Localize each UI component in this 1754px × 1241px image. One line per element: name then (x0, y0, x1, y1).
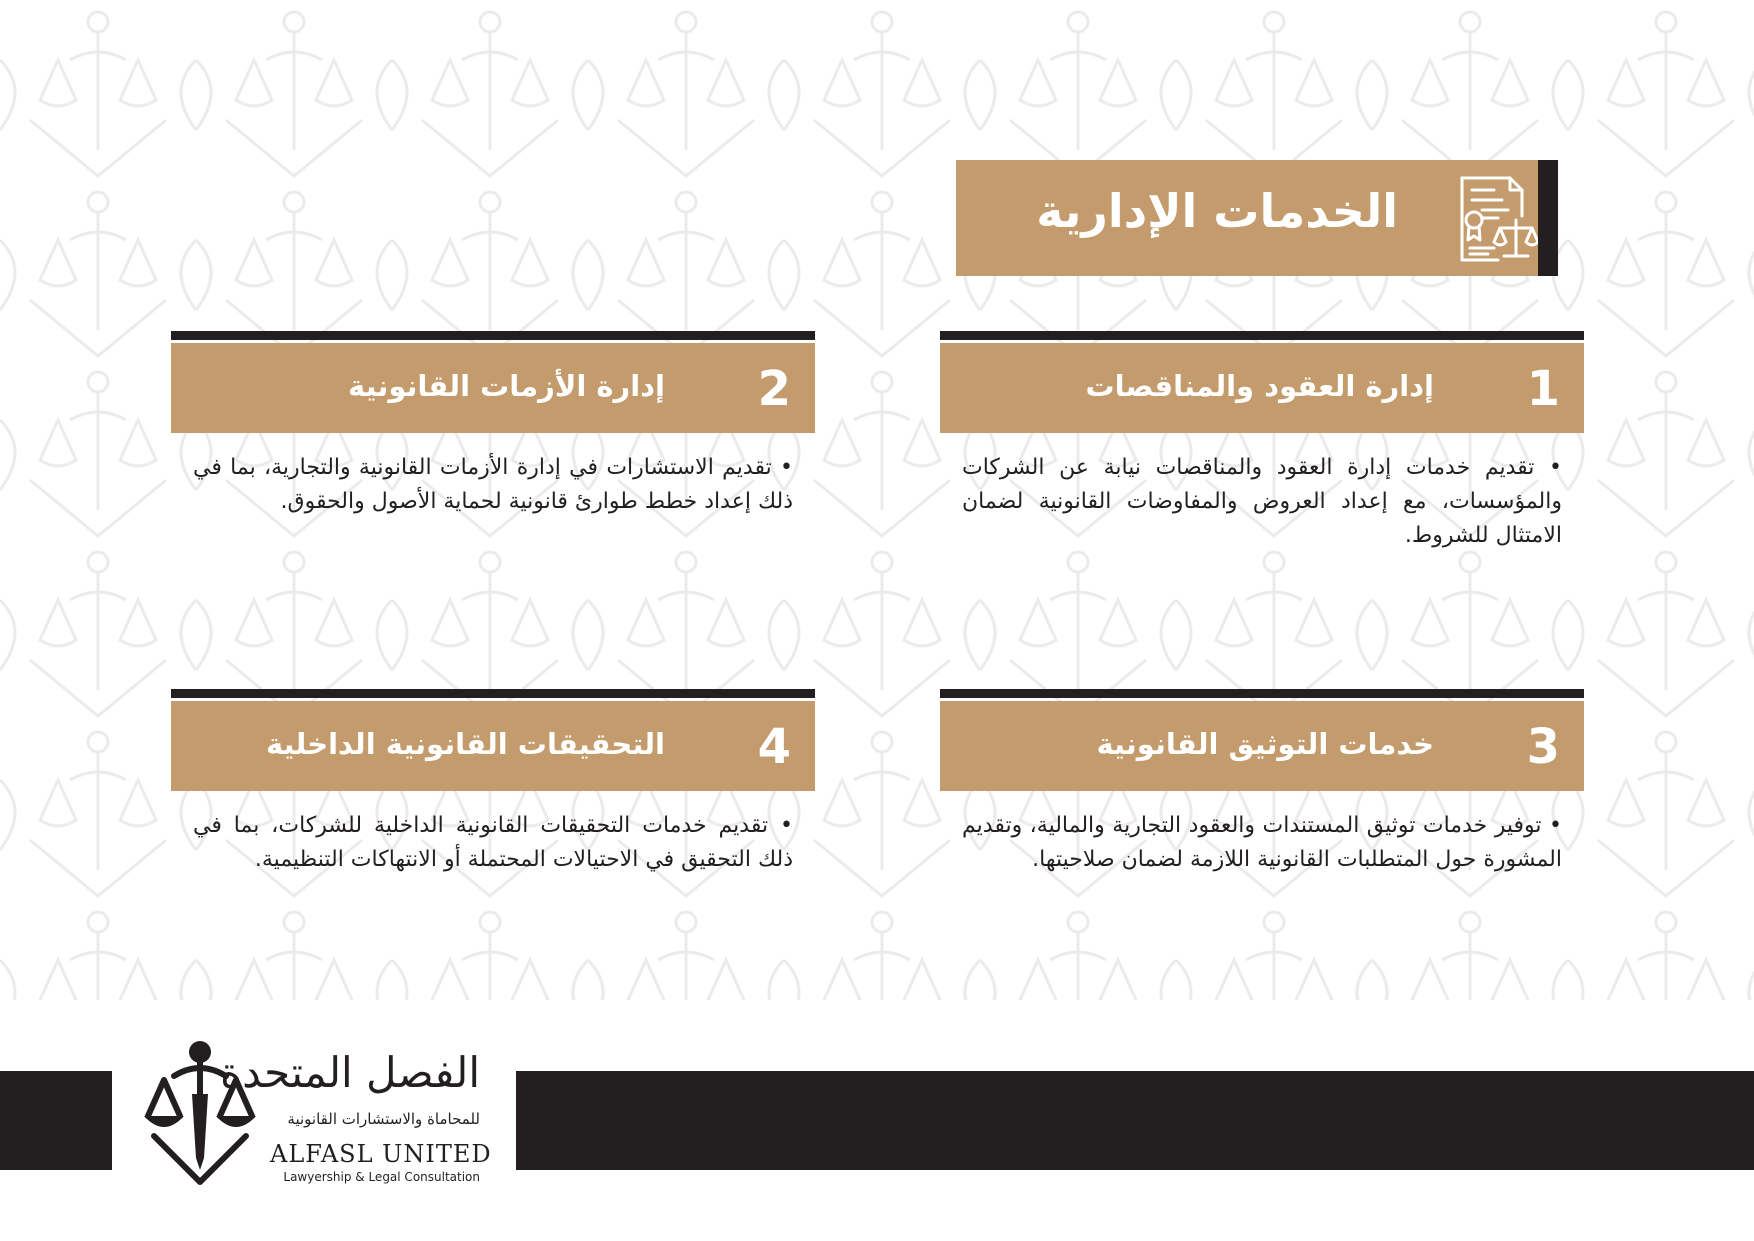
service-title: إدارة الأزمات القانونية (348, 369, 665, 403)
page-title: الخدمات الإدارية (1036, 184, 1398, 238)
service-description: • تقديم خدمات إدارة العقود والمناقصات نيابة عن الشركات والمؤسسات، مع إعداد العروض والمفاوضات القانونية لضمان الامتثال للشروط. (962, 455, 1562, 548)
title-accent-bar (1538, 160, 1558, 276)
service-number: 3 (1526, 719, 1560, 775)
service-number: 2 (757, 361, 791, 417)
card-header (940, 701, 1584, 791)
card-header (171, 701, 815, 791)
card-top-bar (940, 689, 1584, 698)
logo-name-english: ALFASL UNITED (270, 1140, 492, 1168)
footer-bar-right (516, 1071, 1754, 1170)
card-top-bar (171, 331, 815, 340)
service-card-1 (940, 331, 1584, 553)
page-title-banner (956, 160, 1558, 276)
footer-bar-left (0, 1071, 112, 1170)
legal-document-scales-icon (1442, 168, 1542, 268)
card-header (171, 343, 815, 433)
service-number: 1 (1526, 361, 1560, 417)
service-number: 4 (757, 719, 791, 775)
card-header (940, 343, 1584, 433)
logo-subtitle-english: Lawyership & Legal Consultation (283, 1170, 480, 1184)
service-card-3 (940, 689, 1584, 877)
service-description: • تقديم الاستشارات في إدارة الأزمات القانونية والتجارية، بما في ذلك إعداد خطط طوارئ قانونية لحماية الأصول والحقوق. (193, 455, 793, 514)
logo-name-arabic: الفصل المتحدة (220, 1048, 480, 1097)
service-title: خدمات التوثيق القانونية (1096, 727, 1434, 761)
service-title: إدارة العقود والمناقصات (1085, 369, 1434, 403)
service-description: • تقديم خدمات التحقيقات القانونية الداخلية للشركات، بما في ذلك التحقيق في الاحتيالات المحتملة أو الانتهاكات التنظيمية. (193, 813, 793, 872)
logo-subtitle-arabic: للمحاماة والاستشارات القانونية (287, 1110, 480, 1128)
card-top-bar (940, 331, 1584, 340)
service-card-4 (171, 689, 815, 877)
service-title: التحقيقات القانونية الداخلية (265, 727, 665, 761)
service-card-2 (171, 331, 815, 519)
card-top-bar (171, 689, 815, 698)
service-description: • توفير خدمات توثيق المستندات والعقود التجارية والمالية، وتقديم المشورة حول المتطلبات القانونية اللازمة لضمان صلاحيتها. (962, 813, 1562, 872)
